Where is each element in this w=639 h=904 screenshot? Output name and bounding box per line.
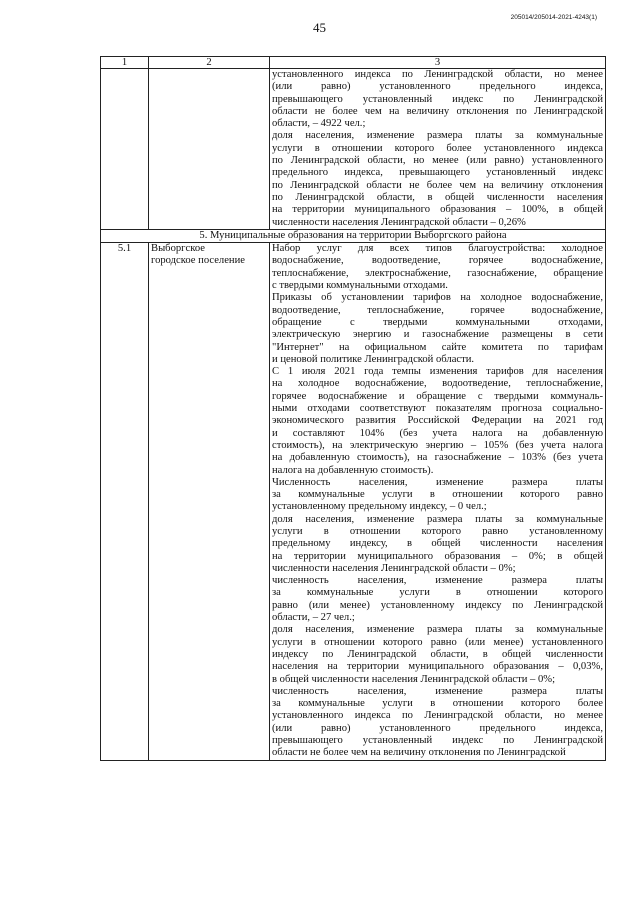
municipality-name — [149, 243, 270, 760]
text-line: и ценовой политике Ленинградской области. — [272, 353, 475, 365]
row-number: 5.1 — [101, 243, 149, 760]
text-line: за коммунальные услуги в отношении которого более — [272, 698, 603, 710]
text-line: индексу по Ленинградской области, в общей численности — [272, 648, 603, 660]
text-line: (или равно) установленного предельного индекса, — [272, 81, 603, 93]
text-line: Приказы об установлении тарифов на холодное водоснабжение, — [272, 292, 603, 304]
continued-row — [101, 69, 606, 230]
text-line: области не более чем на величину отклонения по Ленинградской — [272, 747, 566, 759]
text-line: установленному предельному индексу, – 0 чел.; — [272, 501, 487, 513]
text-line: предельному индексу, в общей численности населения — [272, 538, 603, 550]
text-line: водоотведение, теплоснабжение, горячее водоснабжение, — [272, 304, 603, 316]
text-line: превышающего установленный индекс по Ленинградской — [272, 93, 603, 105]
section-row — [101, 229, 606, 242]
text-line: установленного индекса по Ленинградской области, но менее — [272, 710, 603, 722]
text-line: ными отходами соответствуют показателям прогноза социально- — [272, 403, 603, 415]
text-line: "Интернет" на официальном сайте комитета по тарифам — [272, 341, 603, 353]
text-line: по Ленинградской области, в общей численности населения — [272, 191, 603, 203]
text-line: на территории муниципального образования – 100%, в общей — [272, 204, 603, 216]
table-row — [101, 243, 606, 760]
text-line: области, – 4922 чел.; — [272, 118, 366, 130]
text-line: области, – 27 чел.; — [272, 612, 355, 624]
text-line: экономического развития Российской Федерации на 2021 год — [272, 415, 603, 427]
text-line: услуги в отношении которого равно установленному — [272, 525, 603, 537]
text-line: Численность населения, изменение размера платы — [272, 476, 603, 488]
tariff-table — [100, 56, 606, 761]
text-line: (или равно) установленного предельного индекса, — [272, 722, 603, 734]
continued-text-cell — [270, 69, 606, 230]
column-number-3: 3 — [270, 57, 606, 69]
continued-num-cell — [101, 69, 149, 230]
column-number-row — [101, 57, 606, 69]
text-line: на холодное водоснабжение, водоотведение, теплоснабжение, — [272, 378, 603, 390]
text-line: превышающего установленный индекс по Ленинградской — [272, 735, 603, 747]
municipality-name-line-1: Выборгское — [151, 243, 205, 255]
text-line: налога на добавленную стоимость). — [272, 464, 434, 476]
text-line: горячее водоснабжение и обращение с твердыми коммуналь- — [272, 390, 603, 402]
text-line: по Ленинградской области, но менее (или равно) установленного — [272, 155, 603, 167]
text-line: электрическую энергию и газоснабжение размещены в сети — [272, 329, 603, 341]
text-line: предельного индекса, превышающего установленный индекс — [272, 167, 603, 179]
municipality-name-line-2: городское поселение — [151, 255, 245, 267]
text-line: услуги в отношении которого более установленного индекса — [272, 142, 603, 154]
text-line: теплоснабжение, электроснабжение, газоснабжение, обращение — [272, 267, 603, 279]
document-code: 205014/205014-2021-4243(1) — [510, 14, 597, 21]
text-line: доля населения, изменение размера платы за коммунальные — [272, 624, 603, 636]
text-line: населения на территории муниципального образования – 0,03%, — [272, 661, 603, 673]
text-line: на территории муниципального образования – 0%; в общей — [272, 550, 603, 562]
text-line: области не более чем на величину отклонения по Ленинградской — [272, 105, 603, 117]
text-line: численности населения Ленинградской области – 0,26% — [272, 216, 526, 228]
text-line: на добавленную стоимость), на газоснабжение – 103% (без учета — [272, 452, 603, 464]
text-line: равно (или менее) установленному индексу по Ленинградской — [272, 599, 603, 611]
text-line: установленного индекса по Ленинградской области, но менее — [272, 69, 603, 80]
text-line: численность населения, изменение размера платы — [272, 685, 603, 697]
text-line: обращение с твердыми коммунальными отходами, — [272, 316, 603, 328]
section-title: 5. Муниципальные образования на территории Выборгского района — [101, 229, 606, 242]
text-line: доля населения, изменение размера платы за коммунальные — [272, 130, 603, 142]
text-line: доля населения, изменение размера платы за коммунальные — [272, 513, 603, 525]
column-number-2: 2 — [149, 57, 270, 69]
text-line: Набор услуг для всех типов благоустройства: холодное — [272, 243, 603, 255]
text-line: с твердыми коммунальными отходами. — [272, 280, 448, 292]
text-line: численность населения, изменение размера платы — [272, 575, 603, 587]
text-line: С 1 июля 2021 года темпы изменения тарифов для населения — [272, 366, 603, 378]
text-line: по Ленинградской области не более чем на величину отклонения — [272, 179, 603, 191]
row-text-cell — [270, 243, 606, 760]
text-line: за коммунальные услуги в отношении которого — [272, 587, 603, 599]
text-line: за коммунальные услуги в отношении которого равно — [272, 489, 603, 501]
continued-name-cell — [149, 69, 270, 230]
text-line: стоимость), на электрическую энергию – 105% (без учета налога — [272, 439, 603, 451]
text-line: в общей численности населения Ленинградской области – 0%; — [272, 673, 556, 685]
page-number: 45 — [313, 20, 326, 35]
column-number-1: 1 — [101, 57, 149, 69]
text-line: и составляют 104% (без учета налога на добавленную — [272, 427, 603, 439]
text-line: численности населения Ленинградской области – 0%; — [272, 562, 516, 574]
text-line: услуги в отношении которого равно (или менее) установленного — [272, 636, 603, 648]
text-line: водоснабжение, водоотведение, горячее водоснабжение, — [272, 255, 603, 267]
